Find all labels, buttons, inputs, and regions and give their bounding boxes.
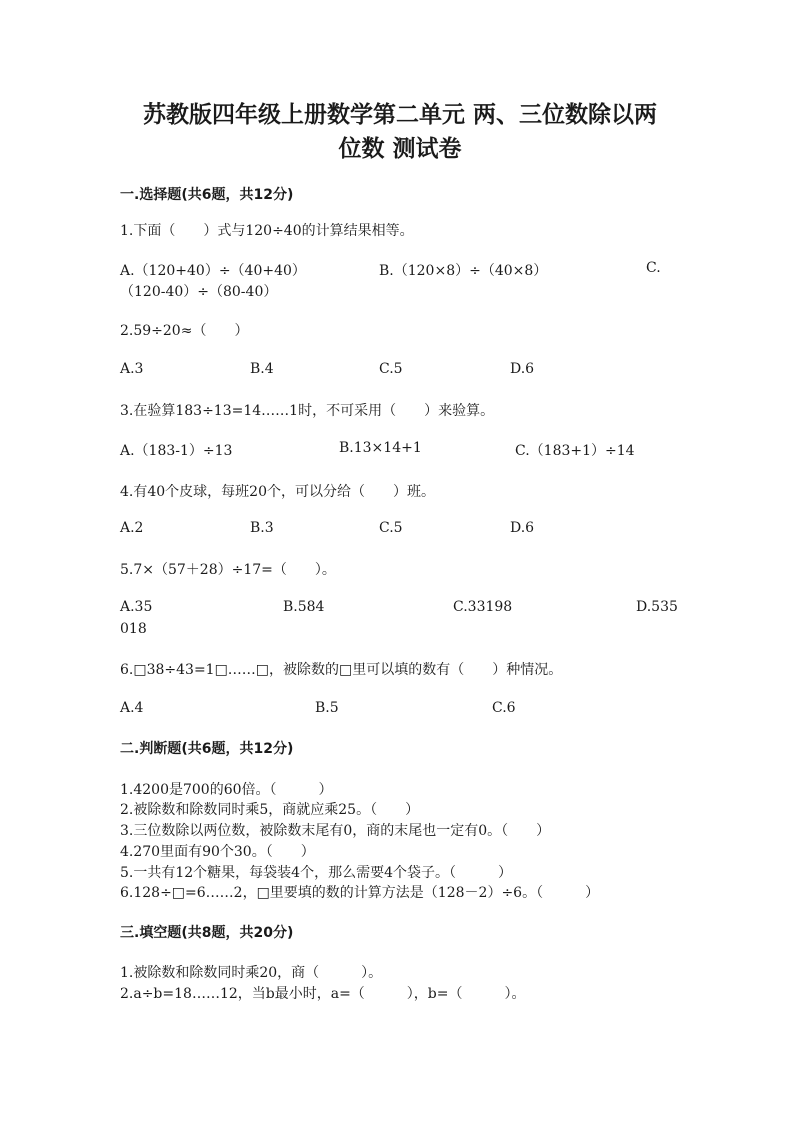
section-heading-fill-in: 三.填空题(共8题，共20分) [120, 925, 294, 941]
question-stem: 3.在验算183÷13=14……1时，不可采用（ ）来验算。 [120, 403, 495, 419]
option: C.（183+1）÷14 [515, 443, 635, 459]
option: D.6 [510, 520, 535, 536]
question-stem: 6.□38÷43=1□……□，被除数的□里可以填的数有（ ）种情况。 [120, 662, 563, 678]
judgment-item: 1.4200是700的60倍。（ ） [120, 782, 333, 798]
judgment-item: 5.一共有12个糖果，每袋装4个，那么需要4个袋子。（ ） [120, 865, 512, 881]
option: B.3 [250, 520, 274, 536]
fill-in-item: 2.a÷b=18……12，当b最小时，a=（ ），b=（ ）。 [120, 986, 526, 1002]
option: B.13×14+1 [339, 440, 422, 456]
option: C.5 [379, 361, 403, 377]
option: C.6 [492, 700, 516, 716]
fill-in-item: 1.被除数和除数同时乘20，商（ ）。 [120, 965, 383, 981]
option: B.4 [250, 361, 274, 377]
option: A.35 [120, 599, 153, 615]
option: A.（183-1）÷13 [120, 443, 233, 459]
question-stem: 4.有40个皮球，每班20个，可以分给（ ）班。 [120, 484, 435, 500]
question-stem: 5.7×（57＋28）÷17=（ ）。 [120, 562, 336, 578]
section-heading-choice: 一.选择题(共6题，共12分) [120, 187, 294, 203]
question-stem: 1.下面（ ）式与120÷40的计算结果相等。 [120, 223, 414, 239]
page-title-line-1: 苏教版四年级上册数学第二单元 两、三位数除以两 [142, 102, 657, 128]
option: C.5 [379, 520, 403, 536]
option: B.（120×8）÷（40×8） [379, 263, 548, 279]
page-title-line-2: 位数 测试卷 [338, 136, 462, 162]
judgment-item: 2.被除数和除数同时乘5，商就应乘25。（ ） [120, 802, 420, 818]
option-continued: （120-40）÷（80-40） [120, 284, 278, 300]
option: A.（120+40）÷（40+40） [120, 263, 306, 279]
section-heading-judgment: 二.判断题(共6题，共12分) [120, 741, 294, 757]
option: D.6 [510, 361, 535, 377]
option: B.584 [283, 599, 325, 615]
option: C. [646, 260, 661, 276]
option: D.535 [636, 599, 678, 615]
option: A.4 [120, 700, 144, 716]
option: B.5 [315, 700, 339, 716]
option: A.3 [120, 361, 144, 377]
option: C.33198 [453, 599, 513, 615]
option-continued: 018 [120, 621, 147, 637]
question-stem: 2.59÷20≈（ ） [120, 323, 249, 339]
judgment-item: 4.270里面有90个30。（ ） [120, 844, 315, 860]
judgment-item: 6.128÷□=6……2，□里要填的数的计算方法是（128－2）÷6。（ ） [120, 885, 600, 901]
option: A.2 [120, 520, 144, 536]
judgment-item: 3.三位数除以两位数，被除数末尾有0，商的末尾也一定有0。（ ） [120, 823, 551, 839]
